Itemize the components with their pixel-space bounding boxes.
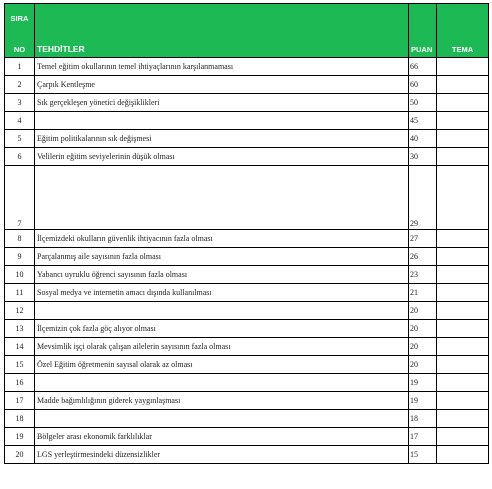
theme-cell xyxy=(437,130,489,148)
row-number: 14 xyxy=(5,338,35,356)
theme-cell xyxy=(437,166,489,230)
table-row xyxy=(5,410,489,428)
table-body xyxy=(5,58,489,464)
row-number: 8 xyxy=(5,230,35,248)
threats-table xyxy=(4,3,489,464)
row-number: 4 xyxy=(5,112,35,130)
row-number: 5 xyxy=(5,130,35,148)
theme-cell xyxy=(437,94,489,112)
table-row xyxy=(5,302,489,320)
table-row xyxy=(5,76,489,94)
row-number: 3 xyxy=(5,94,35,112)
table-row xyxy=(5,230,489,248)
row-number: 2 xyxy=(5,76,35,94)
table-row xyxy=(5,130,489,148)
theme-cell xyxy=(437,338,489,356)
score-value: 23 xyxy=(409,266,437,284)
theme-cell xyxy=(437,230,489,248)
sira-no-header xyxy=(5,4,35,58)
threat-text: Özel Eğitim öğretmenin sayısal olarak az olması xyxy=(35,356,409,374)
threat-text: Bölgeler arası ekonomik farklılıklar xyxy=(35,428,409,446)
no-header-label: NO xyxy=(13,45,26,54)
row-number: 15 xyxy=(5,356,35,374)
table-row xyxy=(5,248,489,266)
theme-cell xyxy=(437,148,489,166)
threat-text: Madde bağımlılığının giderek yaygınlaşması xyxy=(35,392,409,410)
sira-header-label: SIRA xyxy=(10,14,29,23)
threat-text: Sık gerçekleşen yönetici değişiklikleri xyxy=(35,94,409,112)
theme-cell xyxy=(437,76,489,94)
score-value: 27 xyxy=(409,230,437,248)
theme-cell xyxy=(437,302,489,320)
row-number: 10 xyxy=(5,266,35,284)
score-value: 45 xyxy=(409,112,437,130)
score-value: 26 xyxy=(409,248,437,266)
table-row xyxy=(5,338,489,356)
threat-text: LGS yerleştirmesindeki düzensizlikler xyxy=(35,446,409,464)
theme-cell xyxy=(437,356,489,374)
row-number: 12 xyxy=(5,302,35,320)
table-row xyxy=(5,112,489,130)
theme-cell xyxy=(437,284,489,302)
score-value: 20 xyxy=(409,302,437,320)
table-header-row xyxy=(5,4,489,58)
table-row xyxy=(5,284,489,302)
table-row xyxy=(5,374,489,392)
score-value: 60 xyxy=(409,76,437,94)
score-value: 15 xyxy=(409,446,437,464)
table-row xyxy=(5,446,489,464)
table-row xyxy=(5,428,489,446)
table-row xyxy=(5,166,489,230)
theme-cell xyxy=(437,248,489,266)
row-number: 19 xyxy=(5,428,35,446)
table-row xyxy=(5,392,489,410)
threat-text: Çarpık Kentleşme xyxy=(35,76,409,94)
threats-header: TEHDİTLER xyxy=(35,4,409,58)
row-number: 16 xyxy=(5,374,35,392)
score-value: 29 xyxy=(409,166,437,230)
threat-text: Temel eğitim okullarının temel ihtiyaçlarının karşılanmaması xyxy=(35,58,409,76)
score-value: 40 xyxy=(409,130,437,148)
theme-cell xyxy=(437,112,489,130)
score-value: 19 xyxy=(409,392,437,410)
threat-text: Sosyal medya ve internetin amacı dışında kullanılması xyxy=(35,284,409,302)
score-value: 18 xyxy=(409,410,437,428)
score-value: 17 xyxy=(409,428,437,446)
threat-text: Mevsimlik işçi olarak çalışan ailelerin sayısının fazla olması xyxy=(35,338,409,356)
table-row xyxy=(5,58,489,76)
threat-text xyxy=(35,166,409,230)
score-value: 21 xyxy=(409,284,437,302)
score-value: 20 xyxy=(409,320,437,338)
score-value: 20 xyxy=(409,338,437,356)
row-number: 7 xyxy=(5,166,35,230)
threat-text xyxy=(35,112,409,130)
score-value: 30 xyxy=(409,148,437,166)
theme-cell xyxy=(437,320,489,338)
threat-text: İlçemizin çok fazla göç alıyor olması xyxy=(35,320,409,338)
theme-cell xyxy=(437,446,489,464)
table-row xyxy=(5,320,489,338)
threat-text: Parçalanmış aile sayısının fazla olması xyxy=(35,248,409,266)
table-row xyxy=(5,94,489,112)
theme-cell xyxy=(437,392,489,410)
row-number: 11 xyxy=(5,284,35,302)
puan-header: PUAN xyxy=(409,4,437,58)
row-number: 6 xyxy=(5,148,35,166)
threat-text: Yabancı uyruklu öğrenci sayısının fazla olması xyxy=(35,266,409,284)
theme-cell xyxy=(437,58,489,76)
threat-text: İlçemizdeki okulların güvenlik ihtiyacının fazla olması xyxy=(35,230,409,248)
score-value: 50 xyxy=(409,94,437,112)
tema-header: TEMA xyxy=(437,4,489,58)
threat-text xyxy=(35,374,409,392)
row-number: 1 xyxy=(5,58,35,76)
theme-cell xyxy=(437,374,489,392)
score-value: 20 xyxy=(409,356,437,374)
threat-text: Eğitim politikalarının sık değişmesi xyxy=(35,130,409,148)
theme-cell xyxy=(437,428,489,446)
theme-cell xyxy=(437,266,489,284)
threat-text xyxy=(35,302,409,320)
row-number: 20 xyxy=(5,446,35,464)
table-row xyxy=(5,266,489,284)
score-value: 66 xyxy=(409,58,437,76)
row-number: 18 xyxy=(5,410,35,428)
row-number: 17 xyxy=(5,392,35,410)
table-row xyxy=(5,356,489,374)
theme-cell xyxy=(437,410,489,428)
threat-text xyxy=(35,410,409,428)
score-value: 19 xyxy=(409,374,437,392)
table-row xyxy=(5,148,489,166)
threat-text: Velilerin eğitim seviyelerinin düşük olması xyxy=(35,148,409,166)
row-number: 9 xyxy=(5,248,35,266)
row-number: 13 xyxy=(5,320,35,338)
